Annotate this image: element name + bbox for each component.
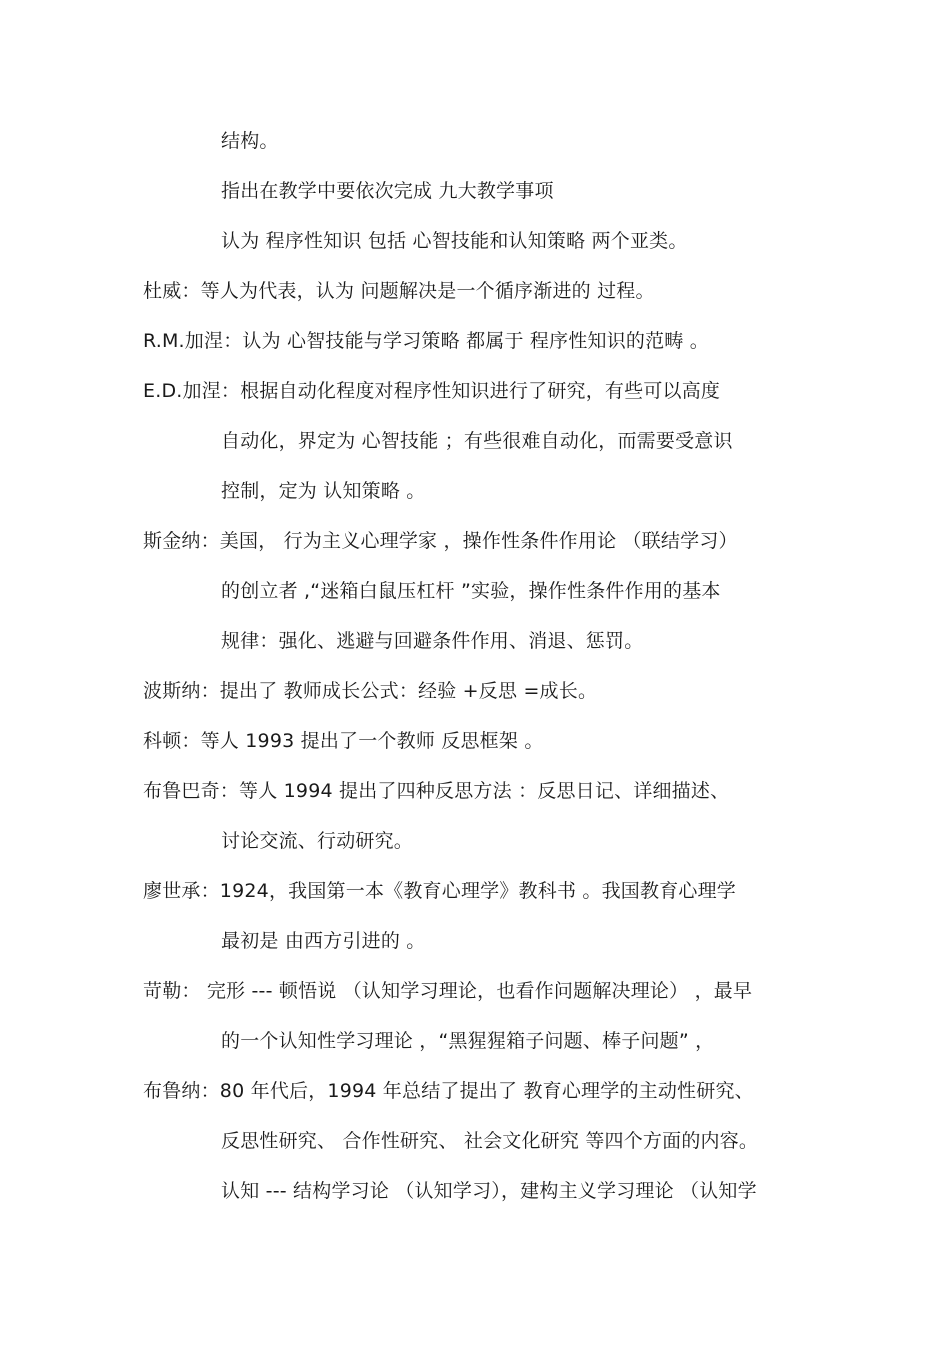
text-line: 最初是 由西方引进的 。	[221, 930, 426, 952]
text-line: 指出在教学中要依次完成 九大教学事项	[221, 180, 554, 202]
text-line: 科顿：等人 1993 提出了一个教师 反思框架 。	[143, 730, 544, 752]
text-line: 认为 程序性知识 包括 心智技能和认知策略 两个亚类。	[221, 230, 688, 252]
text-line: 讨论交流、行动研究。	[221, 830, 414, 852]
text-line: 苛勒： 完形 --- 顿悟说 （认知学习理论，也看作问题解决理论） ，最早	[143, 980, 753, 1002]
text-line: 认知 --- 结构学习论 （认知学习），建构主义学习理论 （认知学	[221, 1180, 757, 1202]
text-line: 布鲁巴奇：等人 1994 提出了四种反思方法 ：反思日记、详细描述、	[143, 780, 730, 802]
text-line: E.D.加涅：根据自动化程度对程序性知识进行了研究，有些可以高度	[143, 380, 721, 402]
text-line: 控制，定为 认知策略 。	[221, 480, 426, 502]
text-line: 斯金纳：美国， 行为主义心理学家 ，操作性条件作用论 （联结学习）	[143, 530, 738, 552]
text-line: 结构。	[221, 130, 279, 152]
text-line: 杜威：等人为代表，认为 问题解决是一个循序渐进的 过程。	[143, 280, 655, 302]
text-line: 布鲁纳：80 年代后，1994 年总结了提出了 教育心理学的主动性研究、	[143, 1080, 754, 1102]
text-line: 自动化，界定为 心智技能 ；有些很难自动化，而需要受意识	[221, 430, 733, 452]
text-line: 廖世承：1924，我国第一本《教育心理学》教科书 。我国教育心理学	[143, 880, 736, 902]
text-line: 的一个认知性学习理论 ，“黑猩猩箱子问题、棒子问题” ，	[221, 1030, 715, 1052]
text-line: 的创立者 ,“迷箱白鼠压杠杆 ”实验，操作性条件作用的基本	[221, 580, 721, 602]
text-line: R.M.加涅：认为 心智技能与学习策略 都属于 程序性知识的范畴 。	[143, 330, 709, 352]
text-line: 反思性研究、 合作性研究、 社会文化研究 等四个方面的内容。	[221, 1130, 759, 1152]
text-line: 波斯纳：提出了 教师成长公式：经验 +反思 =成长。	[143, 680, 598, 702]
text-line: 规律：强化、逃避与回避条件作用、消退、惩罚。	[221, 630, 644, 652]
